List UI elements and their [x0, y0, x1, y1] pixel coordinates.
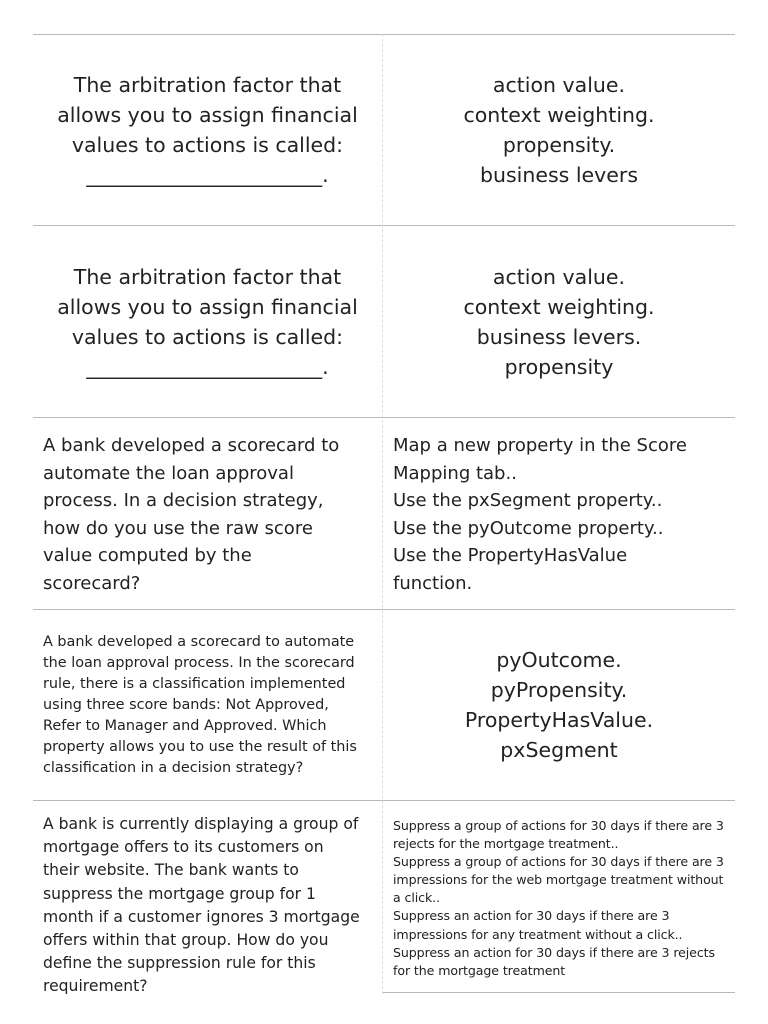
question-line: automate the loan approval [43, 462, 294, 484]
answer-line: Suppress a group of actions for 30 days if there are 3 [393, 818, 724, 833]
question-line: rule, there is a classification implemented [43, 676, 346, 692]
card-3-question [33, 432, 382, 609]
card-1-answer [383, 35, 735, 225]
answer-line: business levers. [476, 324, 642, 349]
question-line: value computed by the [43, 545, 252, 567]
answer-line: function. [393, 572, 473, 594]
question-line: the loan approval process. In the scorecard [43, 655, 355, 671]
card-4-question [33, 632, 382, 800]
answer-line: action value. [492, 264, 626, 289]
question-line: mortgage offers to its customers on [43, 838, 324, 857]
question-line: A bank developed a scorecard to automate [43, 634, 355, 650]
answer-line: pyPropensity. [490, 678, 628, 702]
answer-line: a click.. [393, 890, 440, 906]
card-3-answer [383, 432, 735, 609]
question-line: using three score bands: Not Approved, [43, 697, 329, 713]
card-5-question [33, 813, 382, 994]
answer-line: action value. [492, 73, 626, 97]
question-line: process. In a decision strategy, [43, 490, 324, 512]
answer-line: Use the PropertyHasValue [393, 545, 628, 567]
question-line: classification in a decision strategy? [43, 760, 304, 776]
answer-line: pxSegment [500, 738, 618, 762]
answer-line: Map a new property in the Score [393, 435, 687, 456]
question-line: The arbitration factor that [73, 73, 342, 97]
question-line: The arbitration factor that [73, 264, 342, 289]
answer-line: Use the pxSegment property.. [393, 490, 663, 512]
card-2-question [33, 226, 382, 417]
card-2-answer [383, 226, 735, 417]
card-1-question [33, 35, 382, 225]
answer-line: pyOutcome. [496, 648, 622, 672]
card-5-answer [383, 817, 735, 992]
answer-line: impressions for the web mortgage treatment without [393, 872, 724, 888]
answer-line: propensity [504, 354, 614, 379]
question-line: values to actions is called: [71, 133, 344, 157]
question-line: month if a customer ignores 3 mortgage [43, 907, 360, 926]
question-line: define the suppression rule for this [43, 954, 316, 973]
question-line: their website. The bank wants to [43, 861, 299, 880]
answer-line: context weighting. [463, 103, 655, 127]
answer-line: Use the pyOutcome property.. [393, 517, 664, 539]
question-line: suppress the mortgage group for 1 [43, 884, 316, 903]
question-line: property allows you to use the result of this [43, 739, 357, 755]
answer-line: rejects for the mortgage treatment.. [393, 836, 619, 852]
question-line: requirement? [43, 977, 148, 994]
question-line: values to actions is called: [71, 324, 344, 349]
answer-line: Suppress an action for 30 days if there are 3 [393, 908, 670, 924]
divider [33, 800, 735, 801]
question-line: how do you use the raw score [43, 517, 313, 539]
question-line: A bank developed a scorecard to [43, 435, 340, 456]
answer-line: for the mortgage treatment [393, 962, 566, 978]
question-line: scorecard? [43, 572, 141, 594]
answer-line: impressions for any treatment without a click.. [393, 926, 683, 942]
question-line: A bank is currently displaying a group of [43, 815, 359, 833]
question-line: Refer to Manager and Approved. Which [43, 718, 327, 734]
answer-line: Mapping tab.. [393, 462, 517, 484]
question-line: _______________________. [86, 163, 329, 187]
answer-line: Suppress an action for 30 days if there are 3 rejects [393, 944, 715, 960]
divider [33, 417, 735, 418]
card-4-answer [383, 610, 735, 800]
answer-line: Suppress a group of actions for 30 days if there are 3 [393, 854, 724, 870]
question-line: offers within that group. How do you [43, 931, 329, 950]
question-line: allows you to assign financial [57, 103, 358, 127]
divider [383, 992, 735, 993]
answer-line: propensity. [502, 133, 616, 157]
answer-line: PropertyHasValue. [464, 708, 654, 732]
answer-line: context weighting. [463, 294, 655, 319]
answer-line: business levers [479, 163, 639, 187]
question-line: _______________________. [86, 354, 329, 379]
question-line: allows you to assign financial [57, 294, 358, 319]
